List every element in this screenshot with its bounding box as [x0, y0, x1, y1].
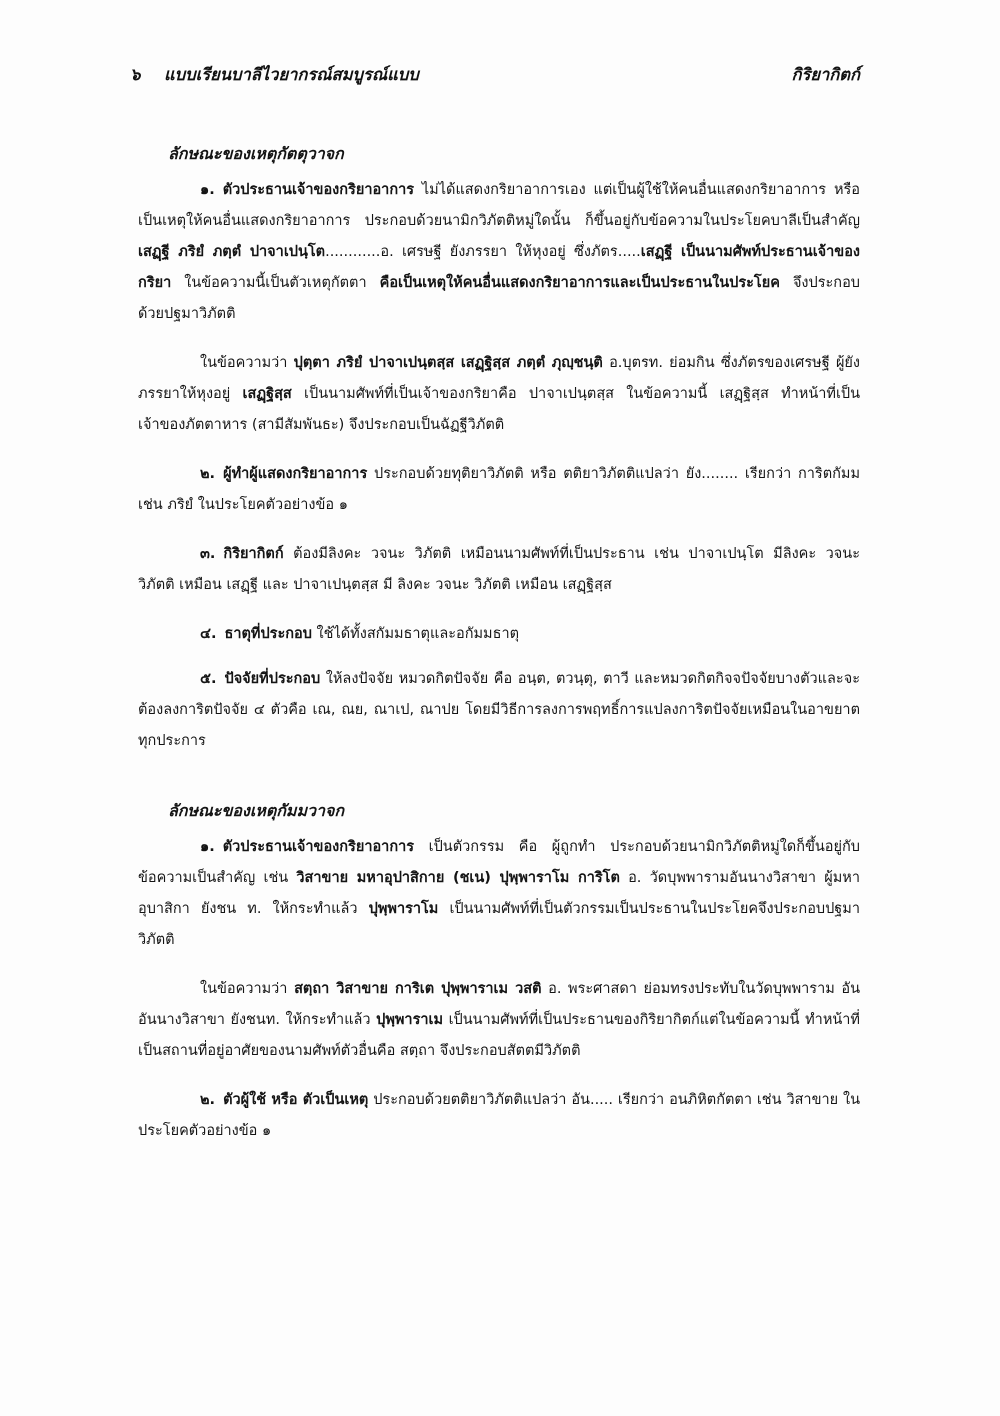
paragraph: [138, 459, 860, 521]
paragraph: [138, 348, 860, 441]
bold-term: คือเป็นเหตุให้คนอื่นแสดงกริยาอาการและเป็นประธานในประโยค: [379, 275, 780, 291]
item-number: ๓.: [200, 546, 216, 562]
page-header: [130, 56, 860, 90]
bold-term: เสฏฺฐี ภริยํ ภตฺตํ ปาจาเปนฺโต: [138, 244, 326, 260]
item-number: ๕.: [200, 671, 217, 687]
bold-term: ปุพฺพาราเม: [376, 1012, 444, 1028]
paragraph-text: ให้ลงปัจจัย หมวดกิตปัจจัย คือ อนฺต, ตวนฺตุ, ตาวี และหมวดกิตกิจจปัจจัยบางตัวและจะต้องลงการิตปัจจัย ๔ ตัวคือ เณ, ณย, ณาเป, ณาปย โดยมีวิธีการลงการพฤทธิ์การแปลงการิตปัจจัยเหมือนในอาขยาตทุกประการ: [138, 671, 860, 749]
section-heading-hetu-kammavacaka: ลักษณะของเหตุกัมมวาจก: [168, 801, 345, 820]
item-number: ๒.: [200, 1092, 216, 1108]
paragraph-text: จึงประกอบด้วยปฐมาวิภัตติ: [138, 275, 860, 322]
paragraph-text: ............อ. เศรษฐี ยังภรรยา ให้หุงอยู่ ซึ่งภัตร.....: [325, 244, 641, 260]
item-number: ๔.: [200, 626, 217, 642]
page-number: ๖: [130, 65, 141, 84]
paragraph-text: ประกอบด้วยทุติยาวิภัตติ หรือ ตติยาวิภัตติแปลว่า ยัง........ เรียกว่า การิตกัมม เช่น ภริยํ ในประโยคตัวอย่างข้อ ๑: [138, 466, 861, 513]
paragraph: [138, 619, 860, 650]
paragraph-text: เป็นตัวกรรม คือ ผู้ถูกทำ ประกอบด้วยนามิกวิภัตติหมู่ใดก็ขึ้นอยู่กับข้อความเป็นสำคัญ เช่น: [138, 839, 860, 886]
bold-term: ปุตฺตา ภริยํ ปาจาเปนฺตสฺส เสฏฺฐิสฺส ภตฺตํ ภุญฺชนฺติ: [293, 355, 603, 371]
paragraph: [138, 664, 860, 757]
bold-term: สตฺถา วิสาขาย การิเต ปุพฺพาราเม วสติ: [294, 981, 542, 997]
chapter-title: กิริยากิตก์: [791, 65, 860, 84]
paragraph-text: เป็นนามศัพท์ที่เป็นเจ้าของกริยาคือ ปาจาเปนฺตสฺส ในข้อความนี้ เสฏฺฐิสฺส ทำหน้าที่เป็นเจ้าของภัตตาหาร (สามีสัมพันธะ) จึงประกอบเป็นฉัฏฐีวิภัตติ: [138, 386, 861, 433]
page-body: [138, 128, 860, 1165]
book-title: แบบเรียนบาลีไวยากรณ์สมบูรณ์แบบ: [164, 65, 419, 84]
paragraph-text: ในข้อความนี้เป็นตัวเหตุกัตตา: [184, 275, 367, 291]
bold-term: ตัวประธานเจ้าของกริยาอาการ: [222, 182, 415, 198]
bold-term: ปัจจัยที่ประกอบ: [224, 671, 321, 687]
bold-term: เสฏฺฐิสฺส: [242, 386, 292, 402]
paragraph: [138, 539, 860, 601]
bold-term: ตัวผู้ใช้ หรือ ตัวเป็นเหตุ: [223, 1092, 369, 1108]
paragraph-text: เป็นนามศัพท์ที่เป็นตัวกรรมเป็นประธานในประโยคจึงประกอบปฐมาวิภัตติ: [138, 901, 861, 948]
item-number: ๑.: [200, 839, 215, 855]
paragraph: [138, 832, 860, 956]
paragraph-text: ในข้อความว่า: [200, 355, 288, 371]
paragraph-text: อ.บุตรท. ย่อมกิน ซึ่งภัตรของเศรษฐี ผู้ยังภรรยาให้หุงอยู่: [138, 355, 861, 402]
paragraph-text: ในข้อความว่า: [200, 981, 288, 997]
bold-term: ผู้ทำผู้แสดงกริยาอาการ: [223, 466, 368, 482]
paragraph-text: อ. พระศาสดา ย่อมทรงประทับในวัดบุพพาราม อันอันนางวิสาขา ยังชนท. ให้กระทำแล้ว: [138, 981, 861, 1028]
paragraph-text: ต้องมีลิงคะ วจนะ วิภัตติ เหมือนนามศัพท์ที่เป็นประธาน เช่น ปาจาเปนฺโต มีลิงคะ วจนะ วิภัตติ เหมือน เสฏฺฐี และ ปาจาเปนฺตสฺส มี ลิงคะ วจนะ วิภัตติ เหมือน เสฏฺฐิสฺส: [138, 546, 860, 593]
paragraph-text: อ. วัดบุพพารามอันนางวิสาขา ผู้มหาอุบาสิกา ยังชน ท. ให้กระทำแล้ว: [138, 870, 860, 917]
bold-term: ปุพฺพาราโม: [368, 901, 439, 917]
bold-term: ตัวประธานเจ้าของกริยาอาการ: [222, 839, 415, 855]
item-number: ๑.: [200, 182, 215, 198]
bold-term: วิสาขาย มหาอุปาสิกาย (ชเน) ปุพฺพาราโม การิโต: [296, 870, 620, 886]
paragraph-text: ใช้ได้ทั้งสกัมมธาตุและอกัมมธาตุ: [316, 626, 520, 642]
paragraph: [138, 974, 860, 1067]
section-heading-hetu-kattuvacaka: ลักษณะของเหตุกัตตุวาจก: [168, 144, 344, 163]
bold-term: เสฏฺฐี เป็นนามศัพท์ประธานเจ้าของกริยา: [138, 244, 860, 291]
item-number: ๒.: [200, 466, 216, 482]
paragraph-text: เป็นนามศัพท์ที่เป็นประธานของกิริยากิตก์แต่ในข้อความนี้ ทำหน้าที่เป็นสถานที่อยู่อาศัยของนามศัพท์ตัวอื่นคือ สตฺถา จึงประกอบสัตตมีวิภัตติ: [138, 1012, 860, 1059]
paragraph: [138, 175, 860, 330]
paragraph-text: ประกอบด้วยตติยาวิภัตติแปลว่า อัน..... เรียกว่า อนภิหิตกัตตา เช่น วิสาขาย ในประโยคตัวอย่างข้อ ๑: [138, 1092, 860, 1139]
bold-term: ธาตุที่ประกอบ: [224, 626, 312, 642]
paragraph: [138, 1085, 860, 1147]
paragraph-text: ไม่ได้แสดงกริยาอาการเอง แต่เป็นผู้ใช้ให้คนอื่นแสดงกริยาอาการ หรือ เป็นเหตุให้คนอื่นแสดงกริยาอาการ ประกอบด้วยนามิกวิภัตติหมู่ใดนั้น ก็ขึ้นอยู่กับข้อความในประโยคบาลีเป็นสำคัญ: [138, 182, 860, 229]
bold-term: กิริยากิตก์: [223, 546, 284, 562]
